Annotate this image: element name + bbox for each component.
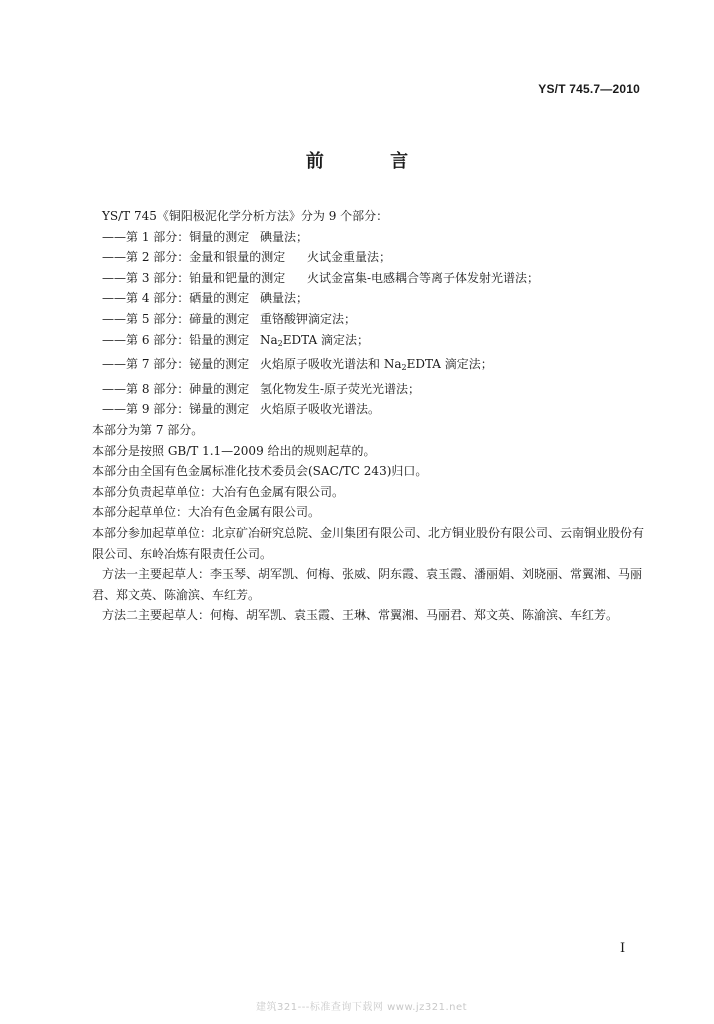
method-text: EDTA 滴定法； — [282, 332, 369, 347]
subscript: 2 — [277, 338, 283, 348]
foreword-body — [92, 206, 652, 626]
part-6 — [92, 330, 652, 355]
drafting-rule-statement: 本部分是按照 GB/T 1.1—2009 给出的规则起草的。 — [92, 443, 376, 458]
method2-drafters: 方法二主要起草人：何梅、胡军凯、袁玉霞、王琳、常翼湘、马丽君、郑文英、陈渝滨、车红芳。 — [102, 608, 619, 623]
responsible-unit-statement: 本部分负责起草单位：大冶有色金属有限公司。 — [92, 484, 345, 499]
this-part-statement: 本部分为第 7 部分。 — [92, 422, 204, 437]
part-3 — [92, 268, 652, 289]
part-method: 火试金重量法； — [307, 250, 392, 265]
part-9 — [92, 399, 652, 420]
part-method: 火试金富集-电感耦合等离子体发射光谱法； — [307, 270, 540, 285]
part-label: ——第 9 部分：锑量的测定 — [102, 402, 250, 417]
method1-drafters: 方法一主要起草人：李玉琴、胡军凯、何梅、张威、阴东霞、袁玉霞、潘丽娟、刘晓丽、常翼湘、马丽君、郑文英、陈渝滨、车红芳。 — [92, 567, 643, 602]
document-code: YS/T 745.7—2010 — [538, 82, 640, 96]
part-method: 火焰原子吸收光谱法。 — [260, 402, 381, 417]
part-7 — [92, 354, 652, 379]
page-title: 前 言 — [305, 151, 439, 172]
part-method: 重铬酸钾滴定法； — [260, 311, 357, 326]
part-5 — [92, 309, 652, 330]
part-method: 碘量法； — [260, 291, 309, 306]
part-method — [260, 357, 493, 371]
part-label: ——第 3 部分：铂量和钯量的测定 — [102, 270, 286, 285]
committee-statement: 本部分由全国有色金属标准化技术委员会(SAC/TC 243)归口。 — [92, 464, 428, 479]
drafting-unit-statement: 本部分起草单位：大冶有色金属有限公司。 — [92, 505, 321, 520]
part-method: 氢化物发生-原子荧光光谱法； — [260, 381, 421, 396]
part-label: ——第 7 部分：铋量的测定 — [102, 357, 250, 372]
part-method — [260, 333, 369, 347]
method-text: 火焰原子吸收光谱法和 Na — [260, 357, 402, 372]
part-label: ——第 6 部分：铅量的测定 — [102, 332, 250, 347]
participating-units-statement: 本部分参加起草单位：北京矿冶研究总院、金川集团有限公司、北方铜业股份有限公司、云南铜业股份有限公司、东岭冶炼有限责任公司。 — [92, 525, 645, 561]
part-label: ——第 4 部分：硒量的测定 — [102, 291, 250, 306]
part-label: ——第 2 部分：金量和银量的测定 — [102, 250, 286, 265]
part-method: 碘量法； — [260, 229, 309, 244]
part-label: ——第 5 部分：碲量的测定 — [102, 311, 250, 326]
part-label: ——第 8 部分：砷量的测定 — [102, 381, 250, 396]
page-number: I — [620, 941, 626, 956]
part-4 — [92, 288, 652, 309]
watermark: 建筑321---标准查询下载网 www.jz321.net — [256, 1002, 468, 1013]
method-text: EDTA 滴定法； — [406, 357, 493, 372]
subscript: 2 — [401, 363, 407, 373]
part-2 — [92, 247, 652, 268]
intro-line: YS/T 745《铜阳极泥化学分析方法》分为 9 个部分： — [102, 209, 389, 223]
part-1 — [92, 227, 652, 248]
method-text: Na — [260, 332, 278, 347]
part-8 — [92, 379, 652, 400]
part-label: ——第 1 部分：铜量的测定 — [102, 229, 250, 244]
